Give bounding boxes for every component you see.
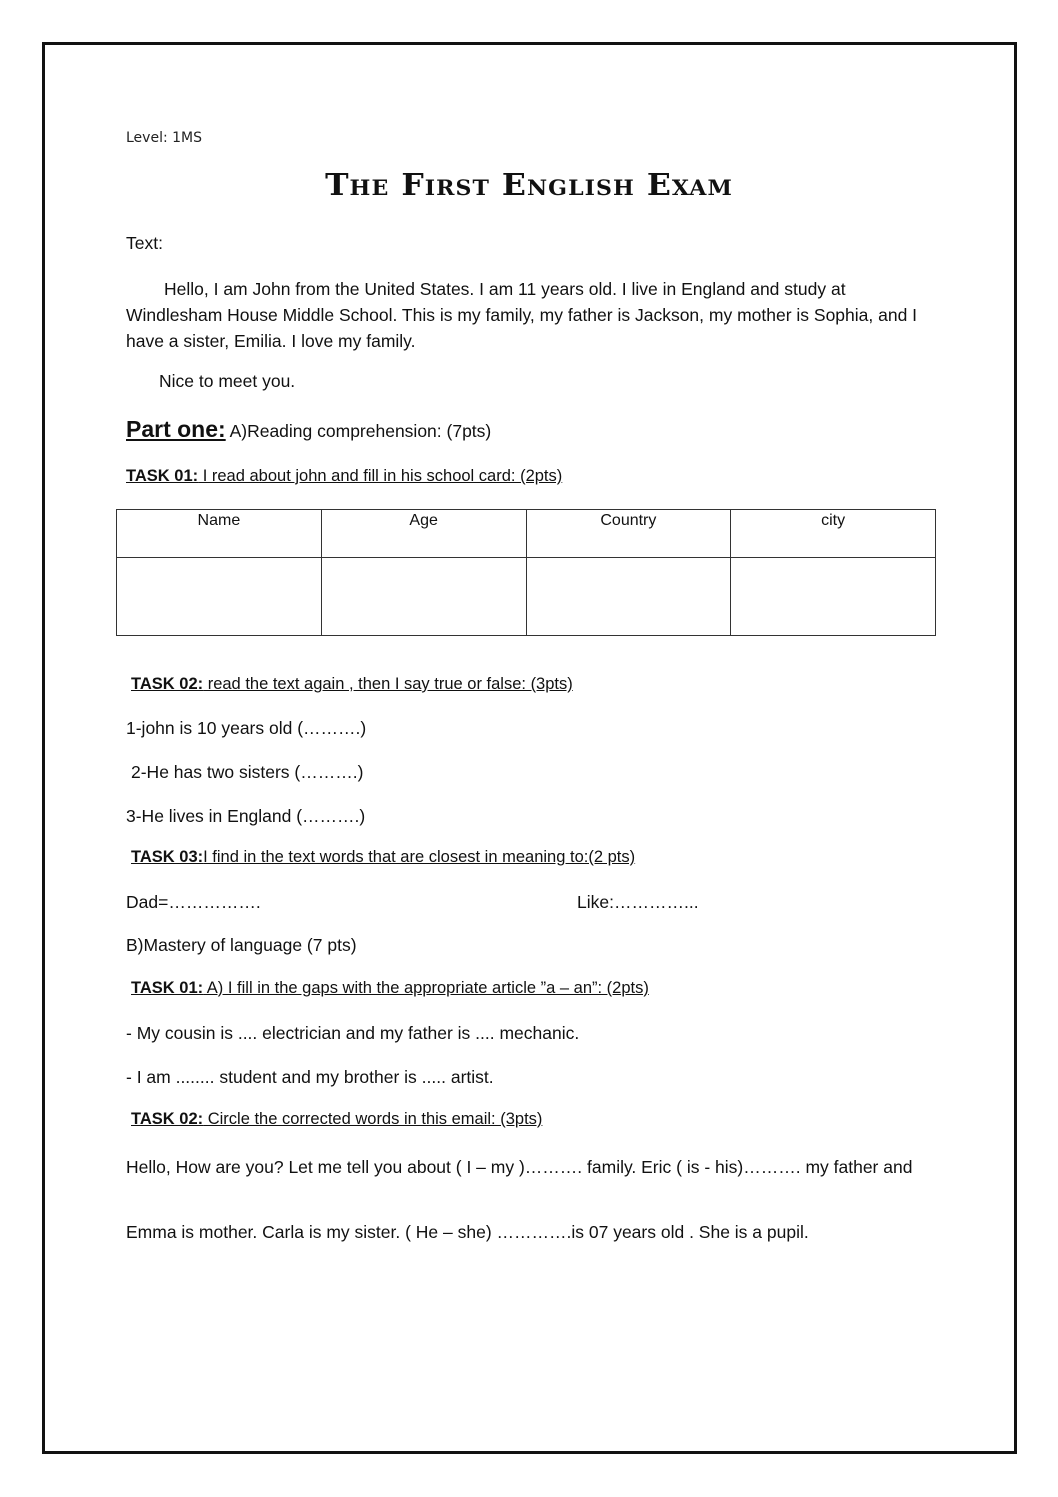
task-label: TASK 01: (126, 467, 199, 485)
task-text: read the text again , then I say true or false: (3pts) (203, 675, 573, 693)
header-city: city (731, 510, 936, 558)
task-article-instruction (131, 979, 649, 998)
part-one-subtitle: A)Reading comprehension: (7pts) (225, 421, 492, 441)
cell-country[interactable] (526, 558, 731, 636)
part-one-heading (126, 416, 491, 443)
header-name: Name (117, 510, 322, 558)
gap-fill-item: - I am ........ student and my brother is ..... artist. (126, 1067, 494, 1087)
level-label: Level: 1MS (126, 130, 202, 146)
cell-age[interactable] (321, 558, 526, 636)
synonym-like: Like:…………... (577, 892, 699, 912)
task-label: TASK 01: (131, 979, 204, 997)
text-label: Text: (126, 233, 163, 253)
synonym-dad: Dad=……………. (126, 892, 261, 912)
cell-city[interactable] (731, 558, 936, 636)
email-line-1: Hello, How are you? Let me tell you about ( I – my )………. family. Eric ( is - his)………. my father and (126, 1157, 913, 1177)
table-row (117, 558, 936, 636)
reading-paragraph-text: Hello, I am John from the United States. I am 11 years old. I live in England and study at Windlesham House Middle School. This is my family, my father is Jackson, my mother is Sophia, and I have a sister, Emilia. I love my family. (126, 279, 918, 351)
exam-title: The First English Exam (325, 168, 733, 203)
true-false-item: 2-He has two sisters (……….) (131, 762, 364, 782)
task-label: TASK 02: (131, 1110, 204, 1128)
task-02-instruction (131, 675, 573, 694)
task-text: I read about john and fill in his school card: (2pts) (198, 467, 563, 485)
task-text: A) I fill in the gaps with the appropriate article ”a – an”: (2pts) (203, 979, 649, 997)
task-label: TASK 03: (131, 848, 204, 866)
email-line-2: Emma is mother. Carla is my sister. ( He – she) ………….is 07 years old . She is a pupil. (126, 1222, 809, 1242)
true-false-item: 3-He lives in England (……….) (126, 806, 366, 826)
task-label: TASK 02: (131, 675, 204, 693)
task-01-instruction (126, 467, 562, 486)
true-false-item: 1-john is 10 years old (……….) (126, 718, 367, 738)
closing-line: Nice to meet you. (159, 371, 296, 391)
part-one-title: Part one: (126, 416, 226, 442)
reading-paragraph (126, 276, 946, 354)
gap-fill-item: - My cousin is .... electrician and my father is .... mechanic. (126, 1023, 580, 1043)
task-03-instruction (131, 848, 635, 867)
table-header-row (117, 510, 936, 558)
cell-name[interactable] (117, 558, 322, 636)
header-country: Country (526, 510, 731, 558)
part-b-heading: B)Mastery of language (7 pts) (126, 935, 357, 955)
task-email-instruction (131, 1110, 542, 1129)
task-text: I find in the text words that are closest in meaning to:(2 pts) (203, 848, 636, 866)
school-card-table (116, 509, 936, 636)
header-age: Age (321, 510, 526, 558)
task-text: Circle the corrected words in this email: (3pts) (203, 1110, 543, 1128)
